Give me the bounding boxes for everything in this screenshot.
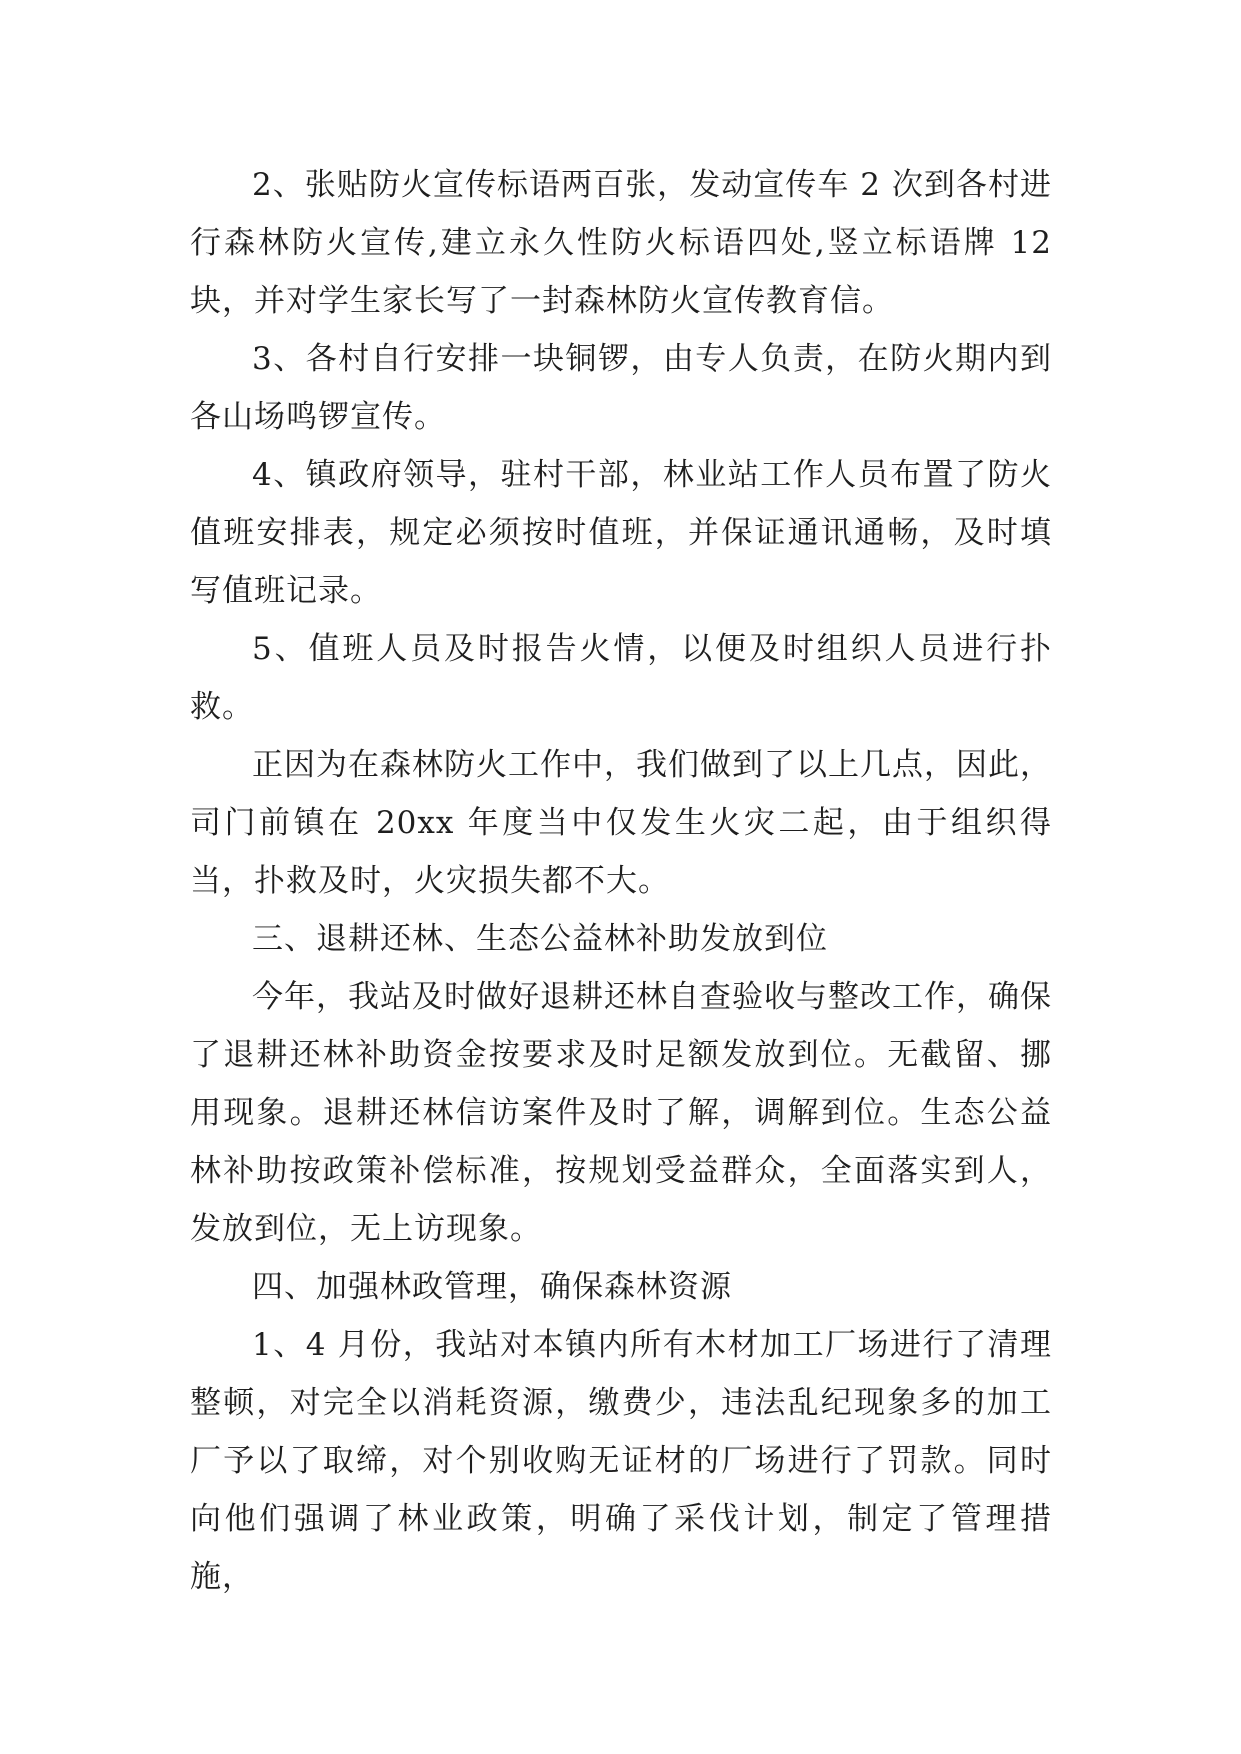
- paragraph-item-5: 5、值班人员及时报告火情，以便及时组织人员进行扑救。: [190, 631, 1052, 725]
- paragraph-item-2: 2、张贴防火宣传标语两百张，发动宣传车 2 次到各村进行森林防火宣传,建立永久性防火标语四处,竖立标语牌 12 块，并对学生家长写了一封森林防火宣传教育信。: [190, 167, 1052, 319]
- document-body: [190, 156, 1052, 1606]
- paragraph-item-3: 3、各村自行安排一块铜锣，由专人负责，在防火期内到各山场鸣锣宣传。: [190, 341, 1052, 435]
- paragraph-section-3: 今年，我站及时做好退耕还林自查验收与整改工作，确保了退耕还林补助资金按要求及时足额发放到位。无截留、挪用现象。退耕还林信访案件及时了解，调解到位。生态公益林补助按政策补偿标准，按规划受益群众，全面落实到人，发放到位，无上访现象。: [190, 979, 1052, 1247]
- paragraph-summary: 正因为在森林防火工作中，我们做到了以上几点，因此，司门前镇在 20xx 年度当中仅发生火灾二起，由于组织得当，扑救及时，火灾损失都不大。: [190, 747, 1052, 899]
- paragraph-section-4-item-1: 1、4 月份，我站对本镇内所有木材加工厂场进行了清理整顿，对完全以消耗资源，缴费少，违法乱纪现象多的加工厂予以了取缔，对个别收购无证材的厂场进行了罚款。同时向他们强调了林业政策，明确了采伐计划，制定了管理措施，: [190, 1327, 1052, 1595]
- section-heading-3: 三、退耕还林、生态公益林补助发放到位: [252, 921, 828, 957]
- paragraph-item-4: 4、镇政府领导，驻村干部，林业站工作人员布置了防火值班安排表，规定必须按时值班，并保证通讯通畅，及时填写值班记录。: [190, 457, 1052, 609]
- section-heading-4: 四、加强林政管理，确保森林资源: [252, 1269, 732, 1305]
